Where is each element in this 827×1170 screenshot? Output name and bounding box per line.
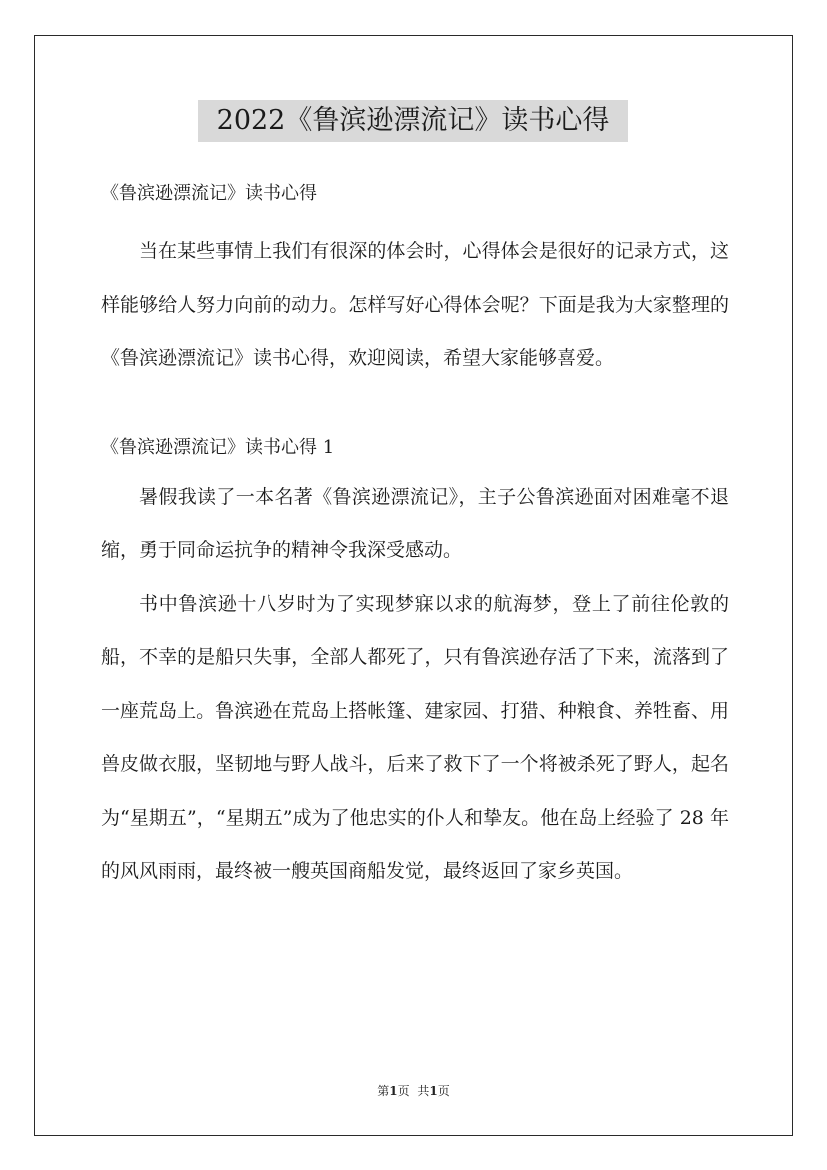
page-prefix: 第: [377, 1084, 390, 1098]
total-unit: 页: [437, 1084, 450, 1098]
section-heading: 《鲁滨逊漂流记》读书心得 1: [101, 436, 335, 458]
section-heading: 《鲁滨逊漂流记》读书心得: [101, 183, 317, 204]
page-unit: 页: [397, 1084, 410, 1098]
total-prefix: 共: [417, 1084, 430, 1098]
page-footer: [0, 1082, 827, 1100]
page-current: 1: [389, 1084, 398, 1098]
document-body: [101, 176, 729, 899]
document-title: 2022《鲁滨逊漂流记》读书心得: [198, 100, 628, 142]
paragraph: 当在某些事情上我们有很深的体会时，心得体会是很好的记录方式，这样能够给人努力向前的动力。怎样写好心得体会呢？下面是我为大家整理的《鲁滨逊漂流记》读书心得，欢迎阅读，希望大家能够喜爱。: [101, 240, 729, 369]
paragraph: 暑假我读了一本名著《鲁滨逊漂流记》，主子公鲁滨逊面对困难毫不退缩，勇于同命运抗争的精神令我深受感动。: [101, 485, 729, 561]
paragraph: 书中鲁滨逊十八岁时为了实现梦寐以求的航海梦，登上了前往伦敦的船，不幸的是船只失事，全部人都死了，只有鲁滨逊存活了下来，流落到了一座荒岛上。鲁滨逊在荒岛上搭帐篷、建家园、打猎、种粮食、养牲畜、用兽皮做衣服，坚韧地与野人战斗，后来了救下了一个将被杀死了野人，起名为“星期五”，“星期五”成为了他忠实的仆人和挚友。他在岛上经验了 28 年的风风雨雨，最终被一艘英国商船发觉，最终返回了家乡英国。: [101, 592, 729, 882]
page-total: 1: [429, 1084, 438, 1098]
